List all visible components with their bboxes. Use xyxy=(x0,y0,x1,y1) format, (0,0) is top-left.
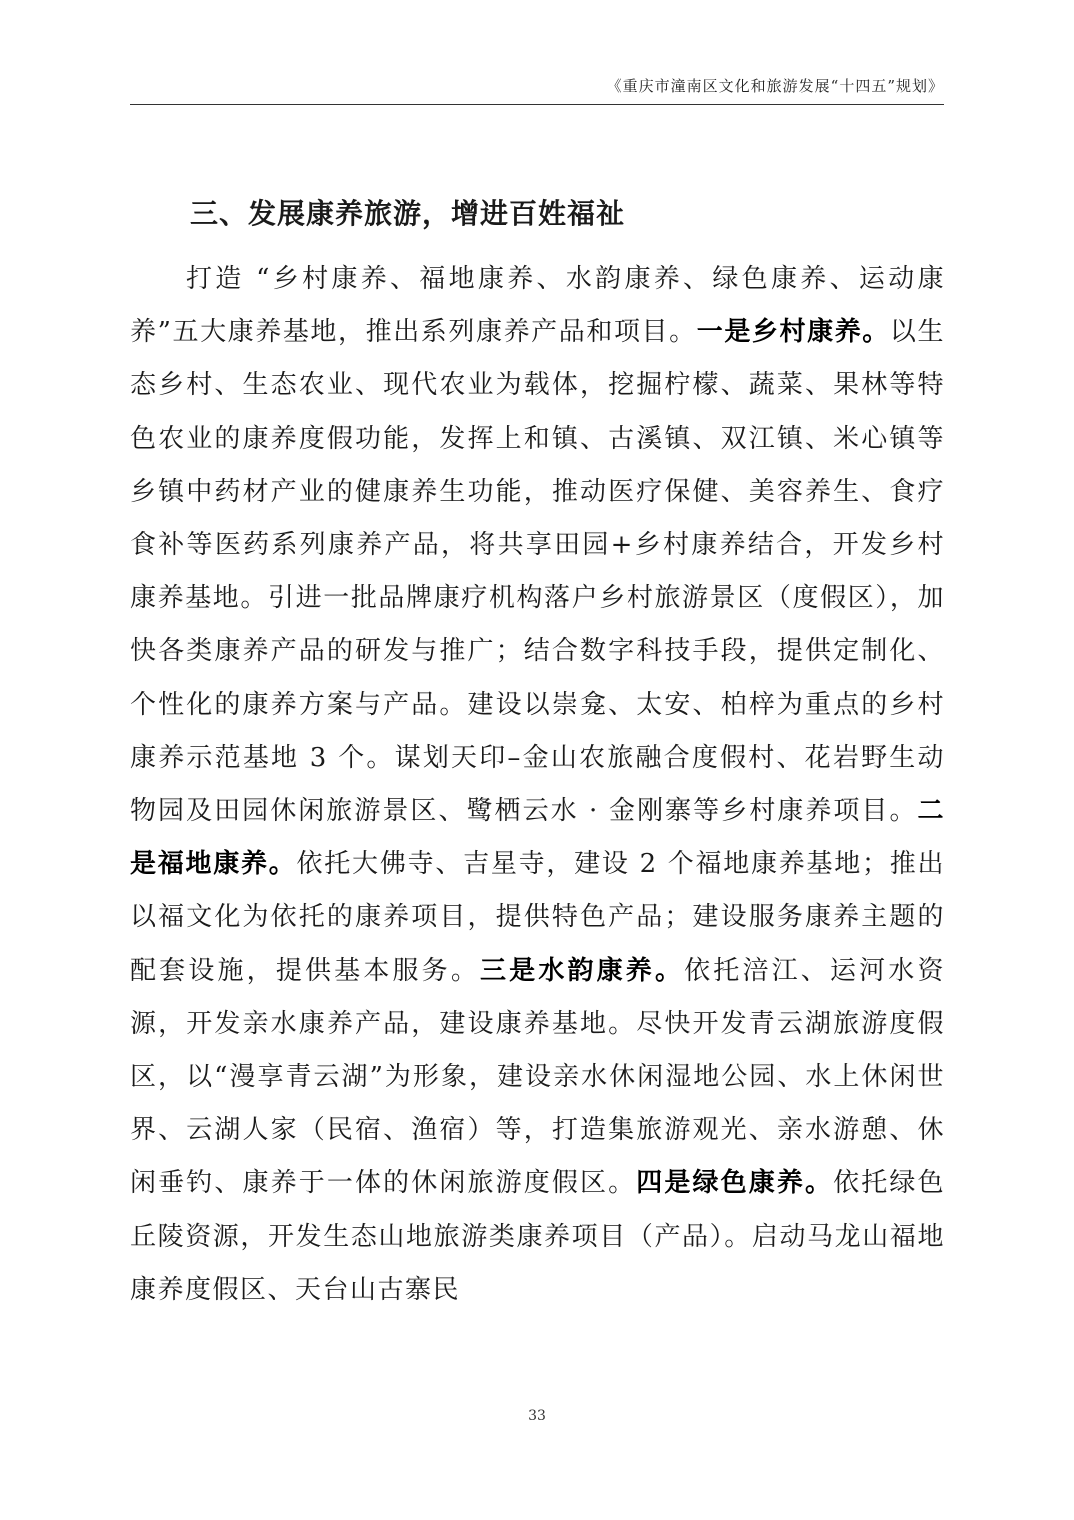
running-header-title: 《重庆市潼南区文化和旅游发展“十四五”规划》 xyxy=(606,77,944,95)
highlight-rural-wellness: 一是乡村康养。 xyxy=(696,317,890,348)
highlight-water-wellness: 三是水韵康养。 xyxy=(479,955,685,986)
highlight-green-wellness: 四是绿色康养。 xyxy=(636,1168,834,1199)
body-paragraph xyxy=(130,253,945,1317)
paragraph-text: 依托绿色丘陵资源，开发生态山地旅游类康养项目（产品）。启动马龙山福地康养度假区、天台山古寨民 xyxy=(130,1168,945,1305)
running-header xyxy=(130,76,944,105)
paragraph-text: 以生态乡村、生态农业、现代农业为载体，挖掘柠檬、蔬菜、果林等特色农业的康养度假功能，发挥上和镇、古溪镇、双江镇、米心镇等乡镇中药材产业的健康养生功能，推动医疗保健、美容养生、食疗食补等医药系列康养产品，将共享田园+乡村康养结合，开发乡村康养基地。引进一批品牌康疗机构落户乡村旅游景区（度假区），加快各类康养产品的研发与推广；结合数字科技手段，提供定制化、个性化的康养方案与产品。建设以崇龛、太安、柏梓为重点的乡村康养示范基地 3 个。谋划天印–金山农旅融合度假村、花岩野生动物园及田园休闲旅游景区、鹭栖云水 · 金刚寨等乡村康养项目。 xyxy=(130,317,945,827)
page-number: 33 xyxy=(528,1408,546,1424)
highlight-blessed-wellness: 二是福地康养。 xyxy=(130,796,945,880)
section-heading: 三、发展康养旅游，增进百姓福祉 xyxy=(190,197,626,230)
paragraph-text: 打造 “乡村康养、福地康养、水韵康养、绿色康养、运动康养”五大康养基地，推出系列康养产品和项目。 xyxy=(130,264,945,348)
paragraph-text: 依托涪江、运河水资源，开发亲水康养产品，建设康养基地。尽快开发青云湖旅游度假区，以“漫享青云湖”为形象，建设亲水休闲湿地公园、水上休闲世界、云湖人家（民宿、渔宿）等，打造集旅游观光、亲水游憩、休闲垂钓、康养于一体的休闲旅游度假区。 xyxy=(130,955,945,1199)
paragraph-text: 依托大佛寺、吉星寺，建设 2 个福地康养基地；推出以福文化为依托的康养项目，提供特色产品；建设服务康养主题的配套设施，提供基本服务。 xyxy=(130,849,945,986)
